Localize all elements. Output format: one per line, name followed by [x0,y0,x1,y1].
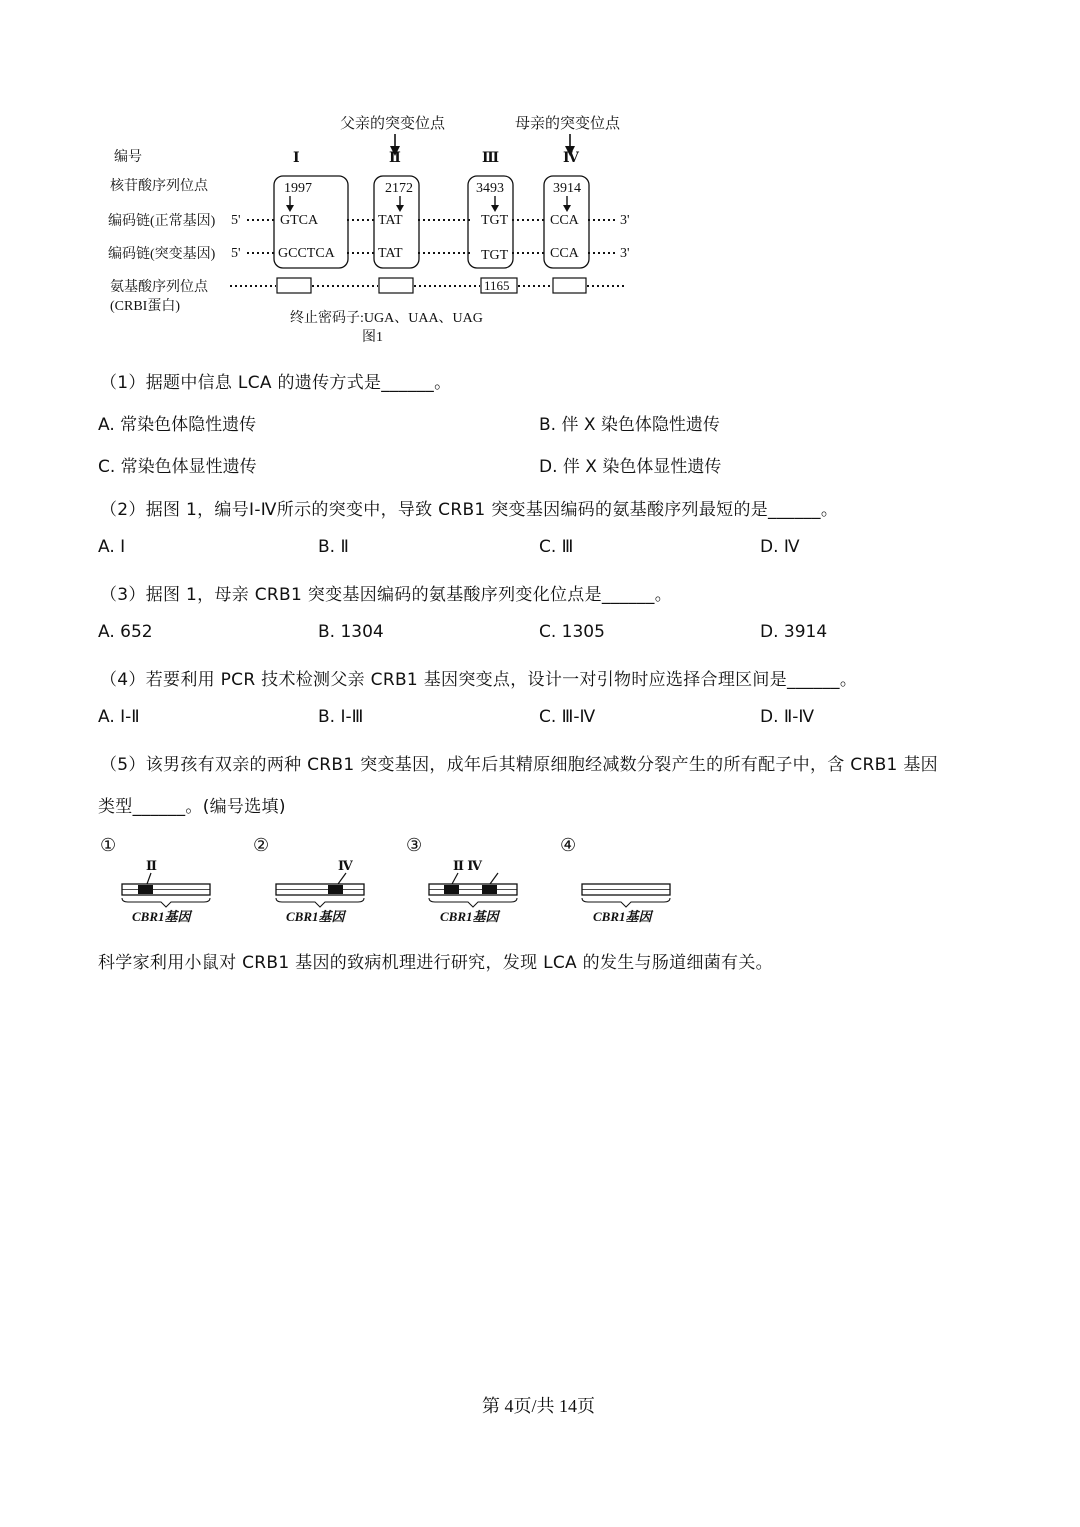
aa-site-1165: 1165 [484,278,510,293]
mutant-5prime: 5' [231,246,241,261]
site-pos-4: 3914 [553,181,581,196]
site-roman-3: Ⅲ [482,151,500,166]
q1-option-a[interactable]: A. 常染色体隐性遗传 [98,415,257,435]
svg-text:CBR1基因: CBR1基因 [132,909,191,924]
q2-option-a[interactable]: A. Ⅰ [98,537,126,557]
q1-option-c[interactable]: C. 常染色体显性遗传 [98,457,257,477]
row-label-mutant-strand: 编码链(突变基因) [108,247,216,262]
page-footer: 第 4页/共 14页 [482,1396,596,1416]
site-pos-1: 1997 [284,181,312,196]
figure-1 [100,108,660,353]
normal-3prime: 3' [620,213,630,228]
q3-option-b[interactable]: B. 1304 [318,622,384,642]
site-roman-1: Ⅰ [293,151,300,166]
q2-option-c[interactable]: C. Ⅲ [539,537,574,557]
stop-codons: 终止密码子:UGA、UAA、UAG [290,311,483,326]
gene-type-3[interactable] [406,835,517,924]
normal-5prime: 5' [231,213,241,228]
q2-option-b[interactable]: B. Ⅱ [318,537,349,557]
closing-paragraph: 科学家利用小鼠对 CRB1 基因的致病机理进行研究，发现 LCA 的发生与肠道细菌有关。 [98,953,773,973]
mutant-seq-3: TGT [481,248,509,263]
svg-text:③: ③ [406,835,423,855]
q4-option-b[interactable]: B. Ⅰ-Ⅲ [318,707,364,727]
svg-text:CBR1基因: CBR1基因 [286,909,345,924]
q4-option-d[interactable]: D. Ⅱ-Ⅳ [760,707,815,727]
svg-text:Ⅳ: Ⅳ [338,858,353,873]
site-roman-2: Ⅱ [389,151,401,166]
normal-seq-4: CCA [550,213,579,228]
mutant-3prime: 3' [620,246,630,261]
q1-option-d[interactable]: D. 伴 X 染色体显性遗传 [539,457,722,477]
svg-text:Ⅱ Ⅳ: Ⅱ Ⅳ [453,858,482,873]
row-label-number: 编号 [114,150,142,165]
q5-stem-line1: （5）该男孩有双亲的两种 CRB1 突变基因，成年后其精原细胞经减数分裂产生的所有配子中，含 CRB1 基因 [100,755,938,775]
site-roman-4: Ⅳ [563,151,579,166]
q4-option-a[interactable]: A. Ⅰ-Ⅱ [98,707,140,727]
normal-seq-2: TAT [378,213,403,228]
svg-text:④: ④ [560,835,577,855]
gene-type-2[interactable] [253,835,364,924]
svg-text:CBR1基因: CBR1基因 [440,909,499,924]
gene-type-1[interactable] [100,835,210,924]
q2-stem: （2）据图 1，编号Ⅰ-Ⅳ所示的突变中，导致 CRB1 突变基因编码的氨基酸序列最短的是______。 [100,500,839,520]
svg-text:Ⅱ: Ⅱ [146,858,157,873]
q1-option-b[interactable]: B. 伴 X 染色体隐性遗传 [539,415,720,435]
q4-stem: （4）若要利用 PCR 技术检测父亲 CRB1 基因突变点，设计一对引物时应选择合理区间是______。 [100,670,858,690]
q3-option-a[interactable]: A. 652 [98,622,153,642]
mother-mutation-label: 母亲的突变位点 [515,116,621,132]
mutant-seq-1: GCCTCA [278,246,335,261]
q1-stem: （1）据题中信息 LCA 的遗传方式是______。 [100,373,452,393]
normal-seq-3: TGT [481,213,509,228]
svg-text:①: ① [100,835,117,855]
mutant-seq-2: TAT [378,246,403,261]
row-label-amino-acid: 氨基酸序列位点 [110,280,208,295]
site-pos-3: 3493 [476,181,504,196]
q3-option-c[interactable]: C. 1305 [539,622,605,642]
gene-type-4[interactable] [560,835,670,924]
q3-option-d[interactable]: D. 3914 [760,622,828,642]
mutant-seq-4: CCA [550,246,579,261]
q4-option-c[interactable]: C. Ⅲ-Ⅳ [539,707,596,727]
row-label-protein: (CRBI蛋白) [110,299,180,314]
gene-type-diagrams [98,832,698,927]
site-pos-2: 2172 [385,181,413,196]
q2-option-d[interactable]: D. Ⅳ [760,537,800,557]
q5-stem-line2: 类型______。(编号选填) [98,797,286,817]
q3-stem: （3）据图 1，母亲 CRB1 突变基因编码的氨基酸序列变化位点是______。 [100,585,673,605]
svg-text:②: ② [253,835,270,855]
figure-caption: 图1 [362,330,383,345]
normal-seq-1: GTCA [280,213,319,228]
svg-text:CBR1基因: CBR1基因 [593,909,652,924]
row-label-normal-strand: 编码链(正常基因) [108,214,216,229]
father-mutation-label: 父亲的突变位点 [340,116,446,132]
row-label-nucleotide: 核苷酸序列位点 [110,179,208,194]
